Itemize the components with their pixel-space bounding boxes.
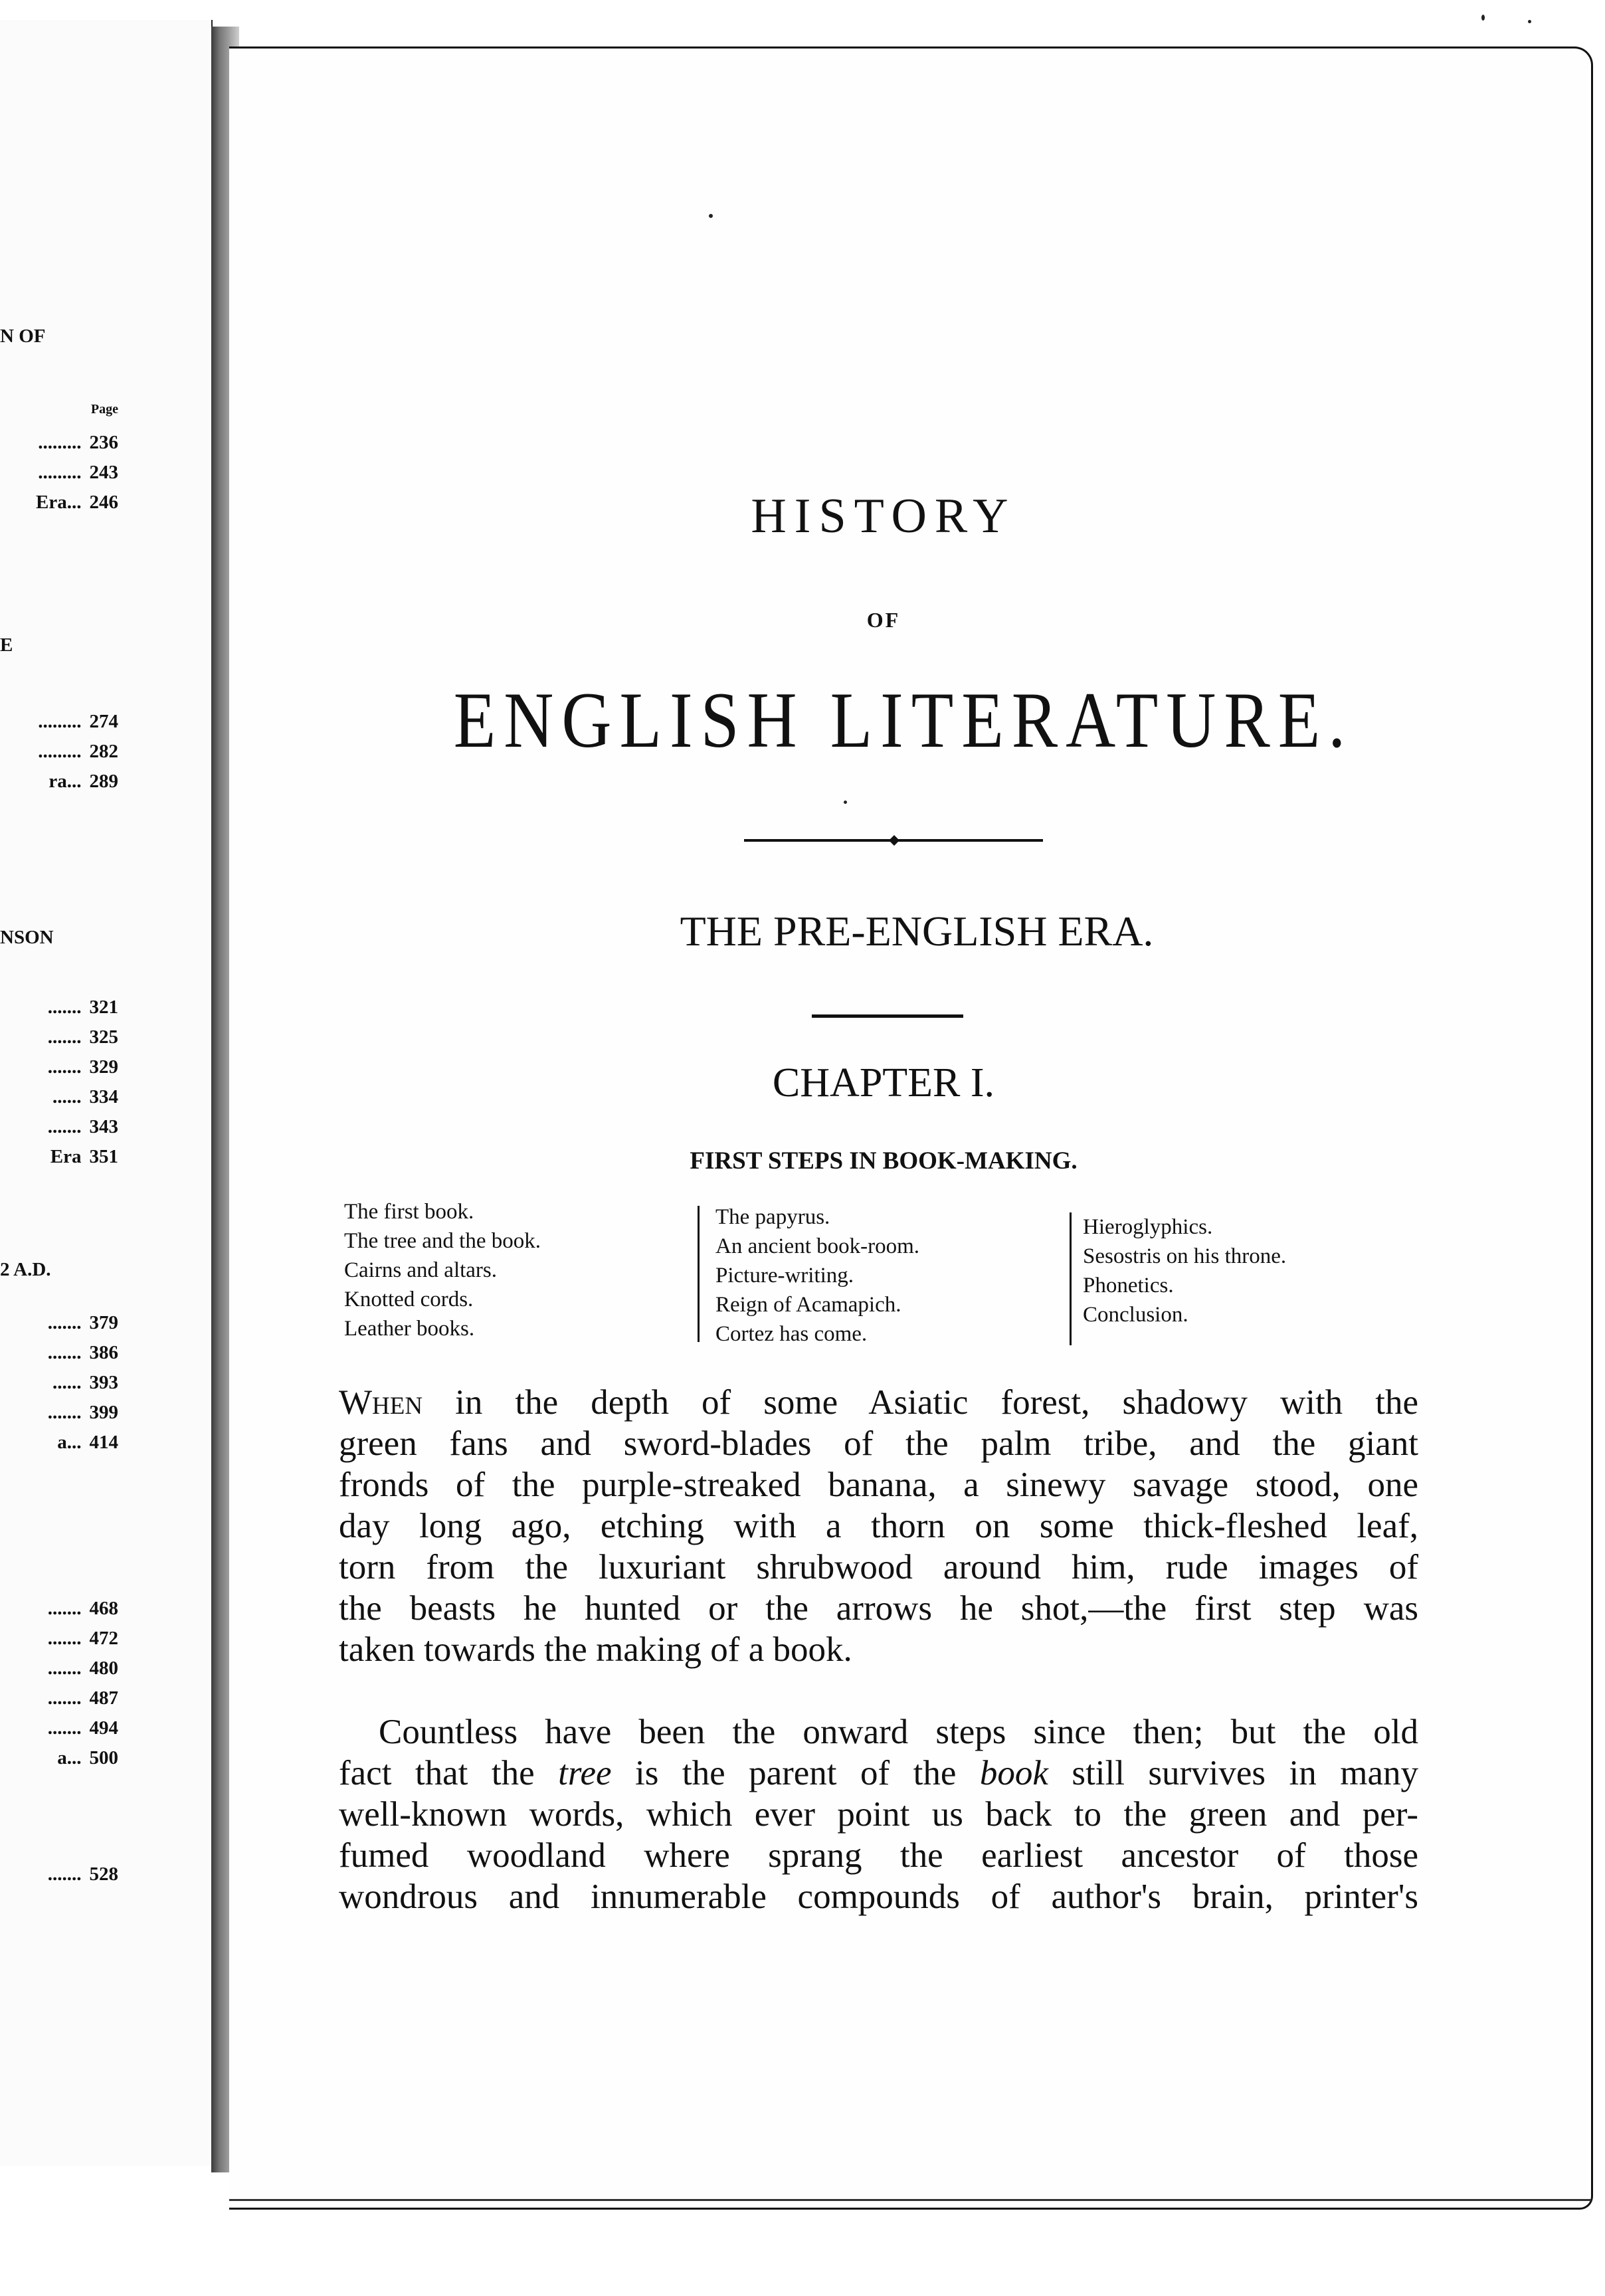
toc-entry-label: ......... (38, 741, 82, 762)
toc-entry-label: ......... (38, 432, 82, 453)
synopsis-item: An ancient book-room. (715, 1234, 920, 1258)
paragraph-line: fumed woodland where sprang the earliest ancestor of those (339, 1836, 1418, 1875)
synopsis-item: Conclusion. (1083, 1303, 1188, 1327)
paragraph-line: taken towards the making of a book. (339, 1630, 852, 1669)
toc-entry-label: ....... (47, 1717, 82, 1739)
toc-page-number: 399 (89, 1402, 118, 1423)
toc-page-number: 528 (89, 1864, 118, 1885)
toc-page-number: 343 (89, 1116, 118, 1137)
previous-page-toc-entry (0, 1056, 118, 1078)
synopsis-item: The first book. (344, 1200, 474, 1224)
previous-page-toc-entry (0, 492, 118, 514)
toc-entry-label: ...... (52, 1372, 82, 1393)
toc-page-number: 487 (89, 1687, 118, 1709)
synopsis-divider (1070, 1212, 1072, 1345)
previous-page-toc-entry (0, 1598, 118, 1620)
toc-page-number: 386 (89, 1342, 118, 1363)
paragraph-text: is the parent of the (611, 1754, 980, 1792)
italic-word-tree: tree (558, 1754, 612, 1792)
scan-speck (1481, 15, 1485, 21)
toc-entry-label: ....... (47, 1687, 82, 1709)
toc-page-number: 379 (89, 1312, 118, 1333)
previous-page-toc-entry (0, 1747, 118, 1769)
scan-speck (709, 214, 713, 218)
synopsis-item: Hieroglyphics. (1083, 1215, 1213, 1239)
toc-entry-label: ....... (47, 1342, 82, 1363)
body-paragraph-2 (339, 1711, 1418, 1917)
paragraph-text: still survives in many (1048, 1754, 1418, 1792)
previous-page-toc-entry (0, 1116, 118, 1138)
toc-page-number: 414 (89, 1432, 118, 1453)
italic-word-book: book (979, 1754, 1048, 1792)
toc-page-number: 468 (89, 1598, 118, 1619)
scan-speck (844, 801, 847, 804)
previous-page-toc-entry (0, 1312, 118, 1334)
previous-page-toc-entry (0, 432, 118, 454)
paragraph-line: Countless have been the onward steps since then; but the old (379, 1713, 1418, 1751)
synopsis-column-1 (344, 1197, 541, 1343)
paragraph-line (339, 1382, 1418, 1423)
previous-page-heading: NSON (0, 927, 54, 948)
toc-entry-label: ...... (52, 1086, 82, 1107)
section-rule (812, 1014, 963, 1018)
body-paragraph-1 (339, 1382, 1418, 1670)
toc-page-number: 289 (89, 771, 118, 792)
synopsis-item: Picture-writing. (715, 1264, 854, 1288)
synopsis-column-3 (1083, 1212, 1286, 1329)
toc-entry-label: ra... (48, 771, 82, 792)
paragraph-line: fronds of the purple-streaked banana, a sinewy savage stood, one (339, 1466, 1418, 1504)
synopsis-item: Cairns and altars. (344, 1258, 498, 1282)
synopsis-item: Sesostris on his throne. (1083, 1244, 1287, 1268)
toc-entry-label: ....... (47, 1598, 82, 1619)
previous-page-toc-entry (0, 1026, 118, 1048)
previous-page-toc-entry (0, 1717, 118, 1739)
title-line-of: OF (866, 608, 901, 632)
previous-page-heading: N OF (0, 326, 46, 347)
page-bottom-edge (229, 2192, 1591, 2201)
title-line-history: HISTORY (751, 489, 1016, 543)
toc-entry-label: ......... (38, 462, 82, 483)
synopsis-item: The papyrus. (715, 1205, 830, 1229)
book-title: ENGLISH LITERATURE. (453, 676, 1354, 765)
paragraph-line: torn from the luxuriant shrubwood around him, rude images of (339, 1548, 1418, 1586)
toc-entry-label: ....... (47, 1312, 82, 1333)
toc-entry-label: a... (57, 1747, 82, 1769)
toc-page-number: 325 (89, 1026, 118, 1048)
previous-page-toc-entry (0, 1432, 118, 1454)
chapter-title: CHAPTER I. (772, 1060, 995, 1105)
previous-page-heading: 2 A.D. (0, 1259, 51, 1280)
synopsis-column-2 (715, 1202, 919, 1349)
toc-page-number: 494 (89, 1717, 118, 1739)
paragraph-text: fact that the (339, 1754, 559, 1792)
toc-page-number: 236 (89, 432, 118, 453)
previous-page-toc-entry (0, 402, 118, 417)
toc-page-number: 500 (89, 1747, 118, 1769)
synopsis-item: Cortez has come. (715, 1322, 868, 1346)
synopsis-item: The tree and the book. (344, 1229, 541, 1253)
synopsis-item: Knotted cords. (344, 1288, 474, 1311)
toc-entry-label: Page (90, 402, 118, 417)
toc-page-number: 243 (89, 462, 118, 483)
previous-page-toc-entry (0, 1402, 118, 1424)
previous-page-toc-entry (0, 1342, 118, 1364)
paragraph-line: day long ago, etching with a thorn on some thick-fleshed leaf, (339, 1507, 1418, 1545)
previous-page-toc-entry (0, 1628, 118, 1650)
synopsis-item: Phonetics. (1083, 1274, 1174, 1297)
paragraph-line: well-known words, which ever point us back to the green and per- (339, 1795, 1418, 1834)
previous-page-toc-entry (0, 711, 118, 733)
toc-page-number: 329 (89, 1056, 118, 1078)
paragraph-line: wondrous and innumerable compounds of author's brain, printer's (339, 1877, 1418, 1916)
previous-page-toc-entry (0, 771, 118, 793)
previous-page-toc-entry (0, 741, 118, 763)
previous-page-toc-entry (0, 1687, 118, 1709)
paragraph-line (339, 1753, 1418, 1794)
diamond-rule-ornament (744, 834, 1043, 847)
synopsis-item: Reign of Acamapich. (715, 1293, 901, 1317)
chapter-subtitle: FIRST STEPS IN BOOK-MAKING. (690, 1147, 1078, 1175)
paragraph-line: green fans and sword-blades of the palm tribe, and the giant (339, 1424, 1418, 1463)
scan-speck (1528, 20, 1531, 23)
paragraph-lead-word: When (339, 1383, 423, 1422)
toc-entry-label: ....... (47, 1116, 82, 1137)
toc-page-number: 351 (89, 1146, 118, 1167)
toc-page-number: 282 (89, 741, 118, 762)
era-title: THE PRE-ENGLISH ERA. (680, 908, 1154, 955)
toc-page-number: 334 (89, 1086, 118, 1107)
toc-entry-label: ....... (47, 1658, 82, 1679)
toc-entry-label: Era... (36, 492, 82, 513)
toc-page-number: 472 (89, 1628, 118, 1649)
previous-page-toc-entry (0, 462, 118, 484)
toc-entry-label: Era (50, 1146, 82, 1167)
paragraph-line: the beasts he hunted or the arrows he shot,—the first step was (339, 1589, 1418, 1628)
paragraph-text: in the depth of some Asiatic forest, shadowy with the (423, 1383, 1418, 1422)
previous-page-toc-entry (0, 997, 118, 1018)
toc-page-number: 393 (89, 1372, 118, 1393)
previous-page-heading: E (0, 634, 13, 656)
toc-entry-label: ....... (47, 997, 82, 1018)
previous-page-toc-entry (0, 1086, 118, 1108)
previous-page-toc-entry (0, 1372, 118, 1394)
previous-page-toc-entry (0, 1146, 118, 1168)
toc-entry-label: a... (57, 1432, 82, 1453)
toc-entry-label: ....... (47, 1864, 82, 1885)
previous-page-toc-entry (0, 1658, 118, 1679)
toc-entry-label: ......... (38, 711, 82, 732)
toc-entry-label: ....... (47, 1026, 82, 1048)
toc-entry-label: ....... (47, 1402, 82, 1423)
toc-page-number: 246 (89, 492, 118, 513)
synopsis-divider (698, 1206, 700, 1342)
toc-page-number: 321 (89, 997, 118, 1018)
toc-page-number: 480 (89, 1658, 118, 1679)
toc-page-number: 274 (89, 711, 118, 732)
toc-entry-label: ....... (47, 1628, 82, 1649)
previous-page-toc-entry (0, 1864, 118, 1885)
synopsis-item: Leather books. (344, 1317, 475, 1341)
toc-entry-label: ....... (47, 1056, 82, 1078)
